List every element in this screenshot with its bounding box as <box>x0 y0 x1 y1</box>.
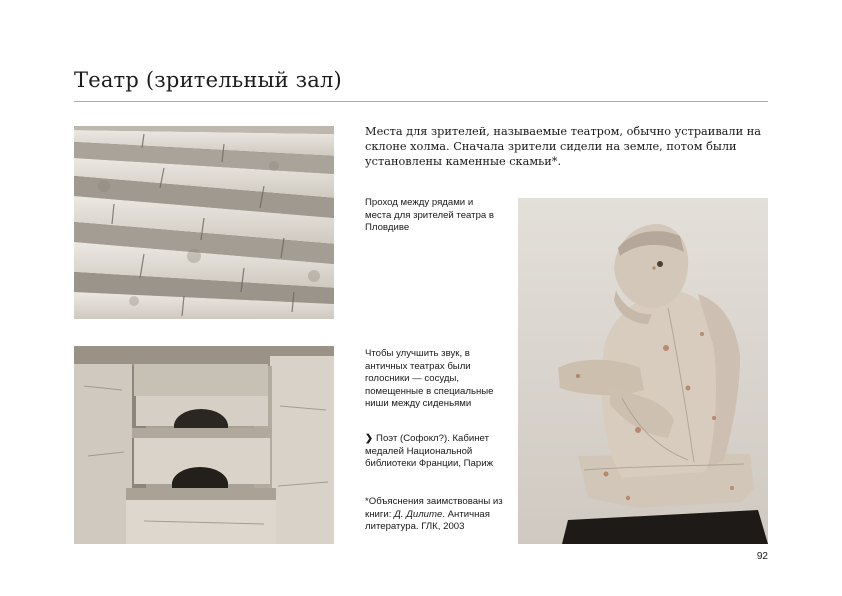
steps-photo-caption: Проход между рядами и места для зрителей театра в Пловдиве <box>365 197 494 233</box>
sound-niches-caption: Чтобы улучшить звук, в античных театрах были голосники — сосуды, помещенные в специальные ниши между сиденьями <box>365 348 494 409</box>
footnote-prefix: *Объяснения заимствованы из книги: <box>365 496 503 520</box>
footnote-author: Д. Дилите <box>394 508 443 520</box>
theater-steps-photo <box>74 126 334 319</box>
poet-statuette-photo <box>518 198 768 544</box>
poet-statuette-caption <box>365 433 505 471</box>
arrow-right-icon: ❯ <box>365 433 374 444</box>
footnote-source: . Античная литература. ГЛК, 2003 <box>365 508 490 532</box>
intro-paragraph: Места для зрителей, называемые театром, обычно устраивали на склоне холма. Сначала зрители сидели на земле, потом были установлены каменные скамьи*. <box>365 125 761 168</box>
page-title: Театр (зрительный зал) <box>74 68 342 92</box>
sound-niches-photo <box>74 346 334 544</box>
page-number: 92 <box>756 551 768 562</box>
title-divider <box>74 101 768 102</box>
source-footnote <box>365 496 505 534</box>
poet-caption-text: Поэт (Софокл?). Кабинет медалей Национальной библиотеки Франции, Париж <box>365 433 493 469</box>
